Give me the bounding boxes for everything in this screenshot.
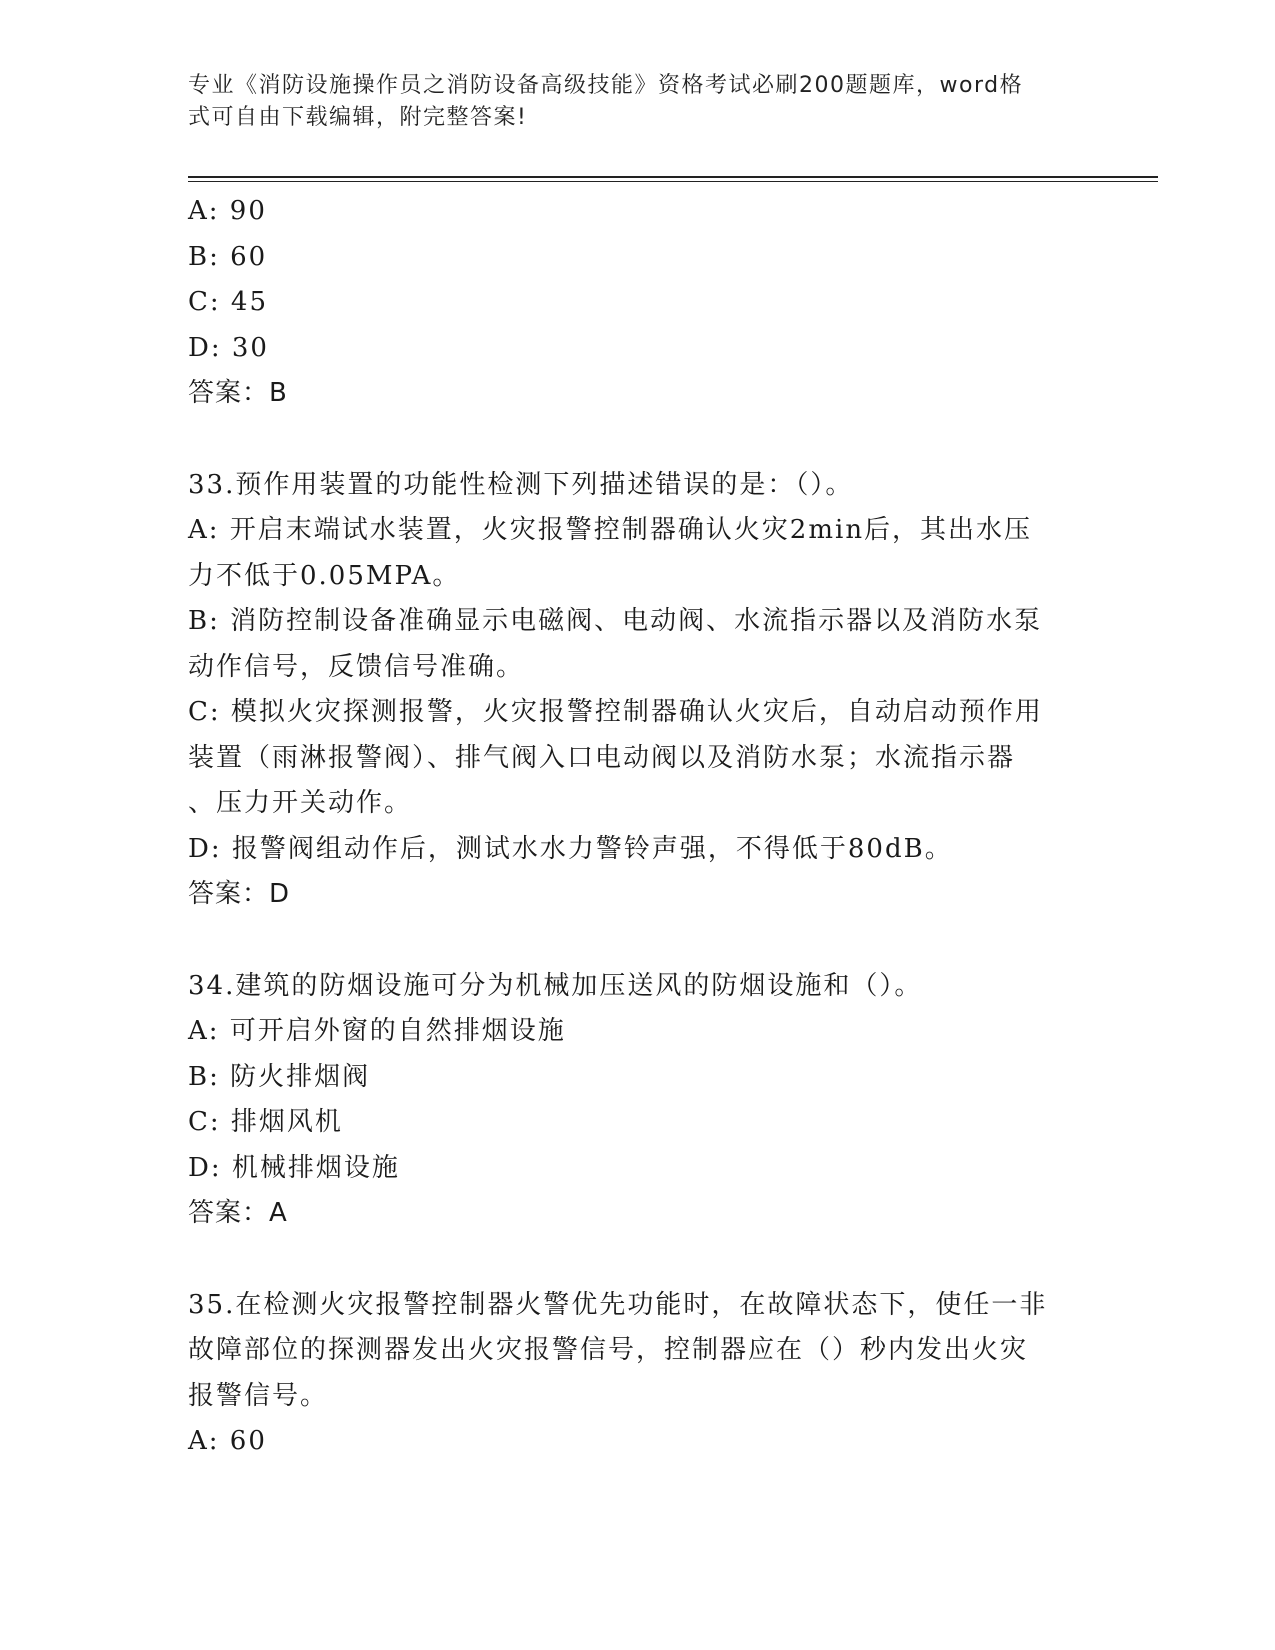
header-rule-thick [188, 176, 1158, 178]
question-text: 33.预作用装置的功能性检测下列描述错误的是：（）。 [188, 469, 854, 500]
answer-label: 答案：D [188, 879, 291, 909]
option-b: B: 防火排烟阀 [188, 1061, 371, 1092]
option-b-line-1: B: 消防控制设备准确显示电磁阀、电动阀、水流指示器以及消防水泵 [188, 606, 1043, 636]
question-text-line-1: 35.在检测火灾报警控制器火警优先功能时，在故障状态下，使任一非 [188, 1289, 1048, 1320]
question-text: 34.建筑的防烟设施可分为机械加压送风的防烟设施和（）。 [188, 970, 923, 1001]
question-text-line-3: 报警信号。 [188, 1380, 329, 1411]
option-b: B: 60 [188, 241, 268, 272]
option-c-line-1: C: 模拟火灾探测报警，火灾报警控制器确认火灾后，自动启动预作用 [188, 697, 1043, 727]
question-block-34 [188, 964, 1088, 1237]
answer-label: 答案：A [188, 1198, 288, 1228]
header-title-line-1: 专业《消防设施操作员之消防设备高级技能》资格考试必刷200题题库，word格 [188, 73, 1024, 98]
option-c: C: 排烟风机 [188, 1107, 343, 1137]
option-c: C: 45 [188, 287, 269, 317]
option-a-line-1: A: 开启末端试水装置，火灾报警控制器确认火灾2min后，其出水压 [188, 515, 1033, 545]
option-b-line-2: 动作信号，反馈信号准确。 [188, 651, 525, 682]
option-a: A: 60 [188, 1426, 267, 1456]
question-text-line-2: 故障部位的探测器发出火灾报警信号，控制器应在（）秒内发出火灾 [188, 1335, 1029, 1365]
option-c-line-2: 装置（雨淋报警阀）、排气阀入口电动阀以及消防水泵；水流指示器 [188, 742, 1016, 773]
option-d-line-1: D: 报警阀组动作后，测试水水力警铃声强，不得低于80dB。 [188, 833, 953, 864]
answer-label: 答案：B [188, 378, 288, 408]
option-d: D: 30 [188, 332, 269, 363]
header-title-line-2: 式可自由下载编辑，附完整答案! [188, 105, 528, 130]
question-block-32 [188, 189, 1088, 417]
option-a: A: 90 [188, 196, 267, 226]
question-content [188, 189, 1088, 1465]
option-a: A: 可开启外窗的自然排烟设施 [188, 1016, 566, 1046]
option-a-line-2: 力不低于0.05MPA。 [188, 560, 461, 591]
option-c-line-3: 、压力开关动作。 [188, 788, 413, 818]
question-block-33 [188, 463, 1088, 918]
document-header [188, 70, 1068, 134]
question-block-35 [188, 1283, 1088, 1465]
header-rule-thin [188, 181, 1158, 182]
option-d: D: 机械排烟设施 [188, 1152, 400, 1183]
